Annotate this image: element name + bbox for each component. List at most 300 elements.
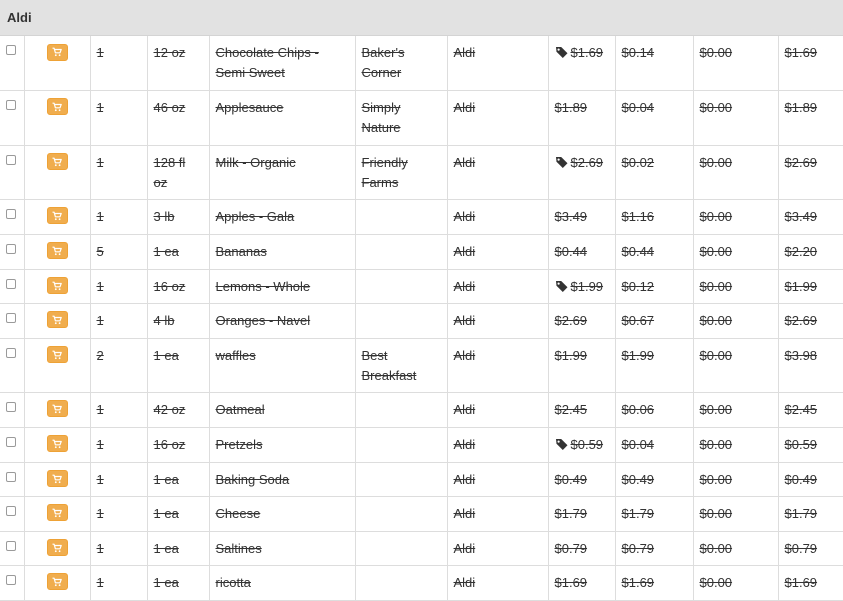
unit-price-text: $1.69 [621, 574, 655, 590]
select-cell [0, 269, 24, 303]
quantity-cell [90, 565, 147, 600]
store-text: Aldi [453, 347, 476, 363]
price-text: $3.49 [554, 208, 588, 224]
item-name-cell [209, 145, 355, 199]
quantity-text: 1 [96, 45, 104, 60]
cart-cell [24, 427, 90, 462]
size-text: 46 oz [153, 99, 186, 115]
total-text: $1.69 [784, 45, 818, 60]
extra-cost-cell [693, 199, 778, 234]
item-name-text: Oranges - Navel [215, 312, 311, 328]
shopping-cart-icon [52, 102, 62, 112]
unit-price-cell [615, 531, 693, 565]
item-name-cell [209, 269, 355, 303]
extra-cost-cell [693, 234, 778, 269]
brand-cell [355, 145, 447, 199]
add-to-cart-button[interactable] [47, 573, 68, 590]
price-cell [548, 496, 615, 531]
store-group-title: Aldi [7, 10, 32, 25]
unit-price-text: $0.67 [621, 312, 655, 328]
row-checkbox[interactable] [6, 541, 16, 551]
list-item-row [0, 338, 843, 392]
unit-price-cell [615, 496, 693, 531]
quantity-text: 1 [96, 436, 104, 452]
quantity-text: 1 [96, 312, 104, 328]
quantity-text: 1 [96, 540, 104, 556]
extra-cost-text: $0.00 [699, 278, 733, 294]
size-text: 1 ea [153, 505, 179, 521]
total-text: $0.49 [784, 471, 818, 487]
total-cell [778, 199, 843, 234]
price-cell [548, 36, 615, 90]
store-cell [447, 145, 548, 199]
price-text: $0.59 [570, 436, 604, 452]
extra-cost-text: $0.00 [699, 471, 733, 487]
unit-price-cell [615, 36, 693, 90]
store-cell [447, 90, 548, 145]
add-to-cart-button[interactable] [47, 242, 68, 259]
cart-cell [24, 36, 90, 90]
store-text: Aldi [453, 540, 476, 556]
price-cell [548, 565, 615, 600]
cart-cell [24, 496, 90, 531]
brand-cell [355, 36, 447, 90]
unit-price-cell [615, 199, 693, 234]
tag-icon [555, 156, 569, 168]
size-cell [147, 462, 209, 496]
add-to-cart-button[interactable] [47, 470, 68, 487]
store-text: Aldi [453, 208, 476, 224]
total-cell [778, 145, 843, 199]
extra-cost-text: $0.00 [699, 436, 733, 452]
size-cell [147, 565, 209, 600]
brand-cell [355, 338, 447, 392]
list-item-row [0, 462, 843, 496]
item-name-cell [209, 565, 355, 600]
list-item-row [0, 234, 843, 269]
extra-cost-cell [693, 303, 778, 338]
total-text: $2.20 [784, 243, 818, 259]
quantity-text: 1 [96, 471, 104, 487]
unit-price-text: $0.04 [621, 99, 655, 115]
item-name-text: Apples - Gala [215, 208, 295, 224]
price-text: $1.69 [554, 574, 588, 590]
extra-cost-cell [693, 462, 778, 496]
price-text: $0.49 [554, 471, 588, 487]
size-text: 1 ea [153, 243, 179, 259]
item-name-text: Saltines [215, 540, 262, 556]
price-cell [548, 462, 615, 496]
brand-cell [355, 565, 447, 600]
select-cell [0, 145, 24, 199]
list-item-row [0, 531, 843, 565]
add-to-cart-button[interactable] [47, 400, 68, 417]
add-to-cart-button[interactable] [47, 44, 68, 61]
unit-price-text: $0.44 [621, 243, 655, 259]
unit-price-cell [615, 269, 693, 303]
quantity-text: 1 [96, 574, 104, 590]
select-cell [0, 36, 24, 90]
store-text: Aldi [453, 436, 476, 452]
store-cell [447, 269, 548, 303]
row-checkbox[interactable] [6, 575, 16, 585]
unit-price-text: $1.79 [621, 505, 655, 521]
item-name-text: waffles [215, 347, 256, 363]
cart-cell [24, 462, 90, 496]
size-text: 1 ea [153, 540, 179, 556]
store-cell [447, 427, 548, 462]
size-cell [147, 234, 209, 269]
row-checkbox[interactable] [6, 348, 16, 358]
item-name-text: Lemons - Whole [215, 278, 311, 294]
brand-cell [355, 531, 447, 565]
add-to-cart-button[interactable] [47, 435, 68, 452]
unit-price-cell [615, 462, 693, 496]
item-name-cell [209, 338, 355, 392]
extra-cost-cell [693, 145, 778, 199]
total-cell [778, 36, 843, 90]
brand-cell [355, 392, 447, 427]
brand-cell [355, 462, 447, 496]
shopping-cart-icon [52, 281, 62, 291]
store-cell [447, 303, 548, 338]
store-text: Aldi [453, 154, 476, 170]
size-cell [147, 145, 209, 199]
unit-price-text: $1.99 [621, 347, 655, 363]
list-item-row [0, 36, 843, 90]
unit-price-cell [615, 392, 693, 427]
item-name-text: Milk - Organic [215, 154, 296, 170]
unit-price-cell [615, 565, 693, 600]
store-group-header [0, 0, 843, 36]
list-item-row [0, 392, 843, 427]
add-to-cart-button[interactable] [47, 207, 68, 224]
row-checkbox[interactable] [6, 313, 16, 323]
quantity-cell [90, 338, 147, 392]
size-text: 42 oz [153, 401, 186, 417]
brand-cell [355, 303, 447, 338]
extra-cost-text: $0.00 [699, 99, 733, 115]
row-checkbox[interactable] [6, 209, 16, 219]
item-name-cell [209, 392, 355, 427]
price-text: $1.79 [554, 505, 588, 521]
row-checkbox[interactable] [6, 155, 16, 165]
add-to-cart-button[interactable] [47, 153, 68, 170]
quantity-cell [90, 496, 147, 531]
quantity-cell [90, 36, 147, 90]
shopping-cart-icon [52, 577, 62, 587]
price-cell [548, 199, 615, 234]
select-cell [0, 427, 24, 462]
quantity-cell [90, 199, 147, 234]
tag-icon [555, 438, 569, 450]
unit-price-text: $1.16 [621, 208, 655, 224]
select-cell [0, 496, 24, 531]
total-cell [778, 392, 843, 427]
size-text: 1 ea [153, 471, 179, 487]
select-cell [0, 199, 24, 234]
item-name-cell [209, 496, 355, 531]
total-text: $1.99 [784, 278, 818, 294]
size-cell [147, 269, 209, 303]
select-cell [0, 234, 24, 269]
cart-cell [24, 145, 90, 199]
brand-cell [355, 496, 447, 531]
extra-cost-text: $0.00 [699, 401, 733, 417]
item-name-cell [209, 427, 355, 462]
unit-price-text: $0.04 [621, 436, 655, 452]
brand-cell [355, 199, 447, 234]
unit-price-cell [615, 303, 693, 338]
item-name-cell [209, 531, 355, 565]
item-name-text: Chocolate Chips - Semi Sweet [215, 45, 319, 80]
size-text: 1 ea [153, 347, 179, 363]
quantity-cell [90, 234, 147, 269]
total-cell [778, 462, 843, 496]
price-text: $0.44 [554, 243, 588, 259]
total-text: $3.98 [784, 347, 818, 363]
select-cell [0, 338, 24, 392]
shopping-cart-icon [52, 211, 62, 221]
row-checkbox[interactable] [6, 472, 16, 482]
extra-cost-text: $0.00 [699, 45, 733, 60]
unit-price-text: $0.12 [621, 278, 655, 294]
select-cell [0, 531, 24, 565]
unit-price-text: $0.49 [621, 471, 655, 487]
cart-cell [24, 90, 90, 145]
quantity-text: 5 [96, 243, 104, 259]
price-cell [548, 427, 615, 462]
total-text: $0.59 [784, 436, 818, 452]
total-cell [778, 496, 843, 531]
store-cell [447, 36, 548, 90]
tag-icon [555, 46, 569, 58]
list-item-row [0, 303, 843, 338]
cart-cell [24, 338, 90, 392]
cart-cell [24, 303, 90, 338]
add-to-cart-button[interactable] [47, 539, 68, 556]
extra-cost-cell [693, 427, 778, 462]
quantity-cell [90, 90, 147, 145]
list-item-row [0, 145, 843, 199]
quantity-text: 1 [96, 208, 104, 224]
store-text: Aldi [453, 401, 476, 417]
list-item-row [0, 565, 843, 600]
add-to-cart-button[interactable] [47, 98, 68, 115]
total-text: $2.45 [784, 401, 818, 417]
size-cell [147, 338, 209, 392]
item-name-cell [209, 36, 355, 90]
extra-cost-text: $0.00 [699, 505, 733, 521]
store-cell [447, 565, 548, 600]
store-text: Aldi [453, 505, 476, 521]
brand-cell [355, 90, 447, 145]
store-cell [447, 199, 548, 234]
brand-cell [355, 427, 447, 462]
total-text: $0.79 [784, 540, 818, 556]
extra-cost-cell [693, 36, 778, 90]
cart-cell [24, 565, 90, 600]
brand-text: Simply Nature [361, 99, 401, 135]
cart-cell [24, 234, 90, 269]
size-text: 3 lb [153, 208, 175, 224]
cart-cell [24, 199, 90, 234]
total-text: $1.79 [784, 505, 818, 521]
extra-cost-cell [693, 392, 778, 427]
brand-cell [355, 269, 447, 303]
size-text: 12 oz [153, 45, 186, 60]
price-text: $2.69 [570, 154, 604, 170]
list-item-row [0, 199, 843, 234]
row-checkbox[interactable] [6, 402, 16, 412]
store-text: Aldi [453, 312, 476, 328]
cart-cell [24, 392, 90, 427]
shopping-list-table [0, 36, 843, 601]
price-text: $1.99 [570, 278, 604, 294]
store-text: Aldi [453, 243, 476, 259]
add-to-cart-button[interactable] [47, 504, 68, 521]
item-name-cell [209, 199, 355, 234]
add-to-cart-button[interactable] [47, 311, 68, 328]
row-checkbox[interactable] [6, 244, 16, 254]
row-checkbox[interactable] [6, 45, 16, 55]
cart-cell [24, 269, 90, 303]
item-name-cell [209, 90, 355, 145]
size-text: 16 oz [153, 278, 186, 294]
select-cell [0, 565, 24, 600]
row-checkbox[interactable] [6, 100, 16, 110]
price-text: $1.89 [554, 99, 588, 115]
total-cell [778, 531, 843, 565]
quantity-cell [90, 392, 147, 427]
list-item-row [0, 427, 843, 462]
size-text: 16 oz [153, 436, 186, 452]
item-name-text: Cheese [215, 505, 261, 521]
price-cell [548, 338, 615, 392]
price-cell [548, 303, 615, 338]
price-cell [548, 392, 615, 427]
total-cell [778, 90, 843, 145]
select-cell [0, 392, 24, 427]
size-text: 1 ea [153, 574, 179, 590]
select-cell [0, 462, 24, 496]
brand-cell [355, 234, 447, 269]
item-name-text: Baking Soda [215, 471, 290, 487]
shopping-cart-icon [52, 508, 62, 518]
store-cell [447, 392, 548, 427]
total-text: $2.69 [784, 312, 818, 328]
shopping-cart-icon [52, 439, 62, 449]
total-text: $2.69 [784, 154, 818, 170]
item-name-text: Oatmeal [215, 401, 265, 417]
quantity-text: 1 [96, 154, 104, 170]
brand-text: Friendly Farms [361, 154, 408, 190]
extra-cost-cell [693, 565, 778, 600]
total-cell [778, 234, 843, 269]
extra-cost-text: $0.00 [699, 243, 733, 259]
unit-price-cell [615, 234, 693, 269]
quantity-text: 1 [96, 401, 104, 417]
size-cell [147, 199, 209, 234]
unit-price-cell [615, 90, 693, 145]
total-cell [778, 338, 843, 392]
item-name-text: Bananas [215, 243, 267, 259]
item-name-text: Applesauce [215, 99, 284, 115]
size-cell [147, 90, 209, 145]
item-name-cell [209, 462, 355, 496]
list-item-row [0, 496, 843, 531]
size-cell [147, 36, 209, 90]
unit-price-cell [615, 145, 693, 199]
total-cell [778, 565, 843, 600]
item-name-text: Pretzels [215, 436, 263, 452]
size-cell [147, 531, 209, 565]
store-cell [447, 531, 548, 565]
quantity-text: 1 [96, 278, 104, 294]
brand-text: Baker's Corner [361, 45, 405, 80]
store-text: Aldi [453, 574, 476, 590]
cart-cell [24, 531, 90, 565]
shopping-cart-icon [52, 315, 62, 325]
shopping-cart-icon [52, 246, 62, 256]
shopping-cart-icon [52, 543, 62, 553]
brand-text: Best Breakfast [361, 347, 417, 383]
item-name-text: ricotta [215, 574, 251, 590]
unit-price-text: $0.14 [621, 45, 655, 60]
store-cell [447, 496, 548, 531]
quantity-cell [90, 145, 147, 199]
item-name-cell [209, 303, 355, 338]
price-text: $0.79 [554, 540, 588, 556]
quantity-text: 1 [96, 505, 104, 521]
add-to-cart-button[interactable] [47, 277, 68, 294]
quantity-text: 1 [96, 99, 104, 115]
select-cell [0, 90, 24, 145]
price-cell [548, 145, 615, 199]
total-text: $1.69 [784, 574, 818, 590]
store-text: Aldi [453, 278, 476, 294]
extra-cost-cell [693, 338, 778, 392]
shopping-cart-icon [52, 47, 62, 57]
price-text: $2.69 [554, 312, 588, 328]
row-checkbox[interactable] [6, 437, 16, 447]
add-to-cart-button[interactable] [47, 346, 68, 363]
row-checkbox[interactable] [6, 279, 16, 289]
extra-cost-cell [693, 90, 778, 145]
list-item-row [0, 90, 843, 145]
extra-cost-cell [693, 531, 778, 565]
price-cell [548, 90, 615, 145]
size-cell [147, 303, 209, 338]
unit-price-text: $0.79 [621, 540, 655, 556]
price-text: $2.45 [554, 401, 588, 417]
quantity-cell [90, 531, 147, 565]
price-cell [548, 531, 615, 565]
store-cell [447, 234, 548, 269]
size-cell [147, 392, 209, 427]
list-item-row [0, 269, 843, 303]
unit-price-text: $0.06 [621, 401, 655, 417]
size-text: 128 fl oz [153, 154, 186, 190]
row-checkbox[interactable] [6, 506, 16, 516]
unit-price-cell [615, 427, 693, 462]
extra-cost-text: $0.00 [699, 312, 733, 328]
price-text: $1.69 [570, 45, 604, 60]
store-text: Aldi [453, 471, 476, 487]
total-cell [778, 269, 843, 303]
total-text: $1.89 [784, 99, 818, 115]
quantity-cell [90, 427, 147, 462]
